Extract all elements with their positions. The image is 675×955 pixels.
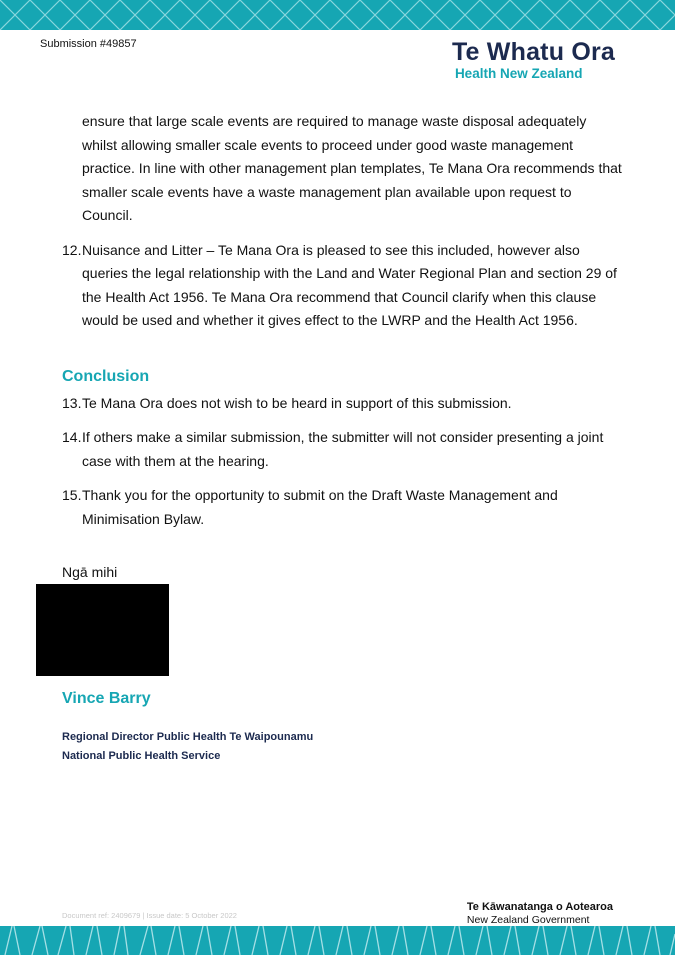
te-whatu-ora-logo: [452, 38, 615, 82]
item-number: 13.: [62, 394, 82, 411]
item-number: 14.: [62, 429, 82, 445]
document-reference: Document ref: 2409679 | Issue date: 5 October 2022: [62, 911, 237, 920]
footer-pattern-band: [0, 926, 675, 955]
signatory-name: Vince Barry: [62, 690, 151, 707]
signatory-role: [62, 728, 313, 766]
submission-number: Submission #49857: [40, 38, 137, 50]
redacted-signature: [36, 584, 169, 676]
item-text: If others make a similar submission, the submitter will not consider presenting a joint case with them at the hearing.: [82, 429, 604, 469]
item-number: 12.: [62, 241, 82, 258]
list-item-13: [62, 392, 622, 416]
header-pattern-band: [0, 0, 675, 30]
footer-pattern-graphic: [0, 926, 675, 955]
list-item-12: [62, 239, 622, 333]
continued-paragraph: ensure that large scale events are required to manage waste disposal adequately whilst allowing smaller scale events to proceed under good waste management practice. In line with other management plan templates, Te Mana Ora recommends that smaller scale events have a waste management plan available upon request to Council.: [82, 113, 622, 223]
gov-name-english: New Zealand Government: [466, 914, 590, 926]
closing-salutation: Ngā mihi: [62, 564, 118, 580]
gov-name-maori: Te Kāwanatanga o Aotearoa: [466, 901, 613, 913]
item-text: Thank you for the opportunity to submit on the Draft Waste Management and Minimisation Bylaw.: [82, 487, 558, 527]
item-number: 15.: [62, 487, 82, 503]
conclusion-heading: Conclusion: [62, 367, 150, 385]
logo-title: Te Whatu Ora: [451, 38, 615, 66]
list-item-14: [62, 426, 622, 473]
document-body: [62, 110, 622, 585]
item-text: Nuisance and Litter – Te Mana Ora is pleased to see this included, however also queries the legal relationship with the Land and Water Regional Plan and section 29 of the Health Act 1956. Te Mana Ora recommend that Council clarify when this clause would be used and whether it gives effect to the LWRP and the Health Act 1956.: [82, 241, 617, 328]
role-line-1: Regional Director Public Health Te Waipounamu: [62, 731, 314, 743]
item-text: Te Mana Ora does not wish to be heard in support of this submission.: [82, 394, 512, 411]
pattern-graphic: [0, 0, 675, 30]
logo-subtitle: Health New Zealand: [454, 66, 583, 81]
nz-government-logo: [467, 900, 613, 927]
role-line-2: National Public Health Service: [62, 750, 221, 762]
list-item-15: [62, 484, 622, 531]
